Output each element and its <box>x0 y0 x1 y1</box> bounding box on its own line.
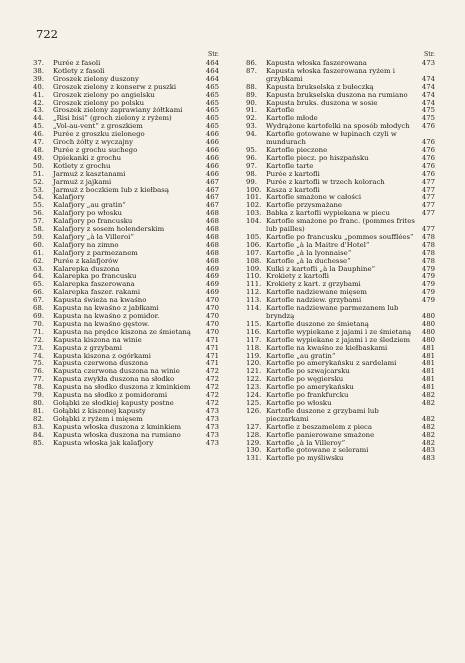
entry-number: 46. <box>33 130 44 139</box>
entry-page: 470 <box>205 319 219 328</box>
entry-number: 98. <box>246 169 257 178</box>
entry-number: 130. <box>246 446 262 455</box>
index-entry <box>246 68 435 84</box>
entry-title: Kartofle przysmażane <box>266 201 342 210</box>
entry-number: 57. <box>33 217 44 226</box>
entry-page: 468 <box>205 248 219 257</box>
entry-number: 66. <box>33 288 44 297</box>
entry-title: Groszek zielony duszony <box>53 74 139 83</box>
entry-page: 475 <box>421 114 435 123</box>
entry-page: 464 <box>205 74 219 83</box>
entry-page: 472 <box>205 398 219 407</box>
entry-page: 481 <box>421 375 435 384</box>
entry-number: 48. <box>33 145 44 154</box>
entry-number: 67. <box>33 296 44 305</box>
entry-title: Kotlety z fasoli <box>53 66 105 75</box>
entry-number: 44. <box>33 114 44 123</box>
entry-title: Kartofle piecz. po hiszpańsku <box>266 153 369 162</box>
index-entry <box>246 455 435 463</box>
entry-number: 43. <box>33 106 44 115</box>
entry-number: 41. <box>33 90 44 99</box>
entry-page: 481 <box>421 367 435 376</box>
entry-number: 89. <box>246 90 257 99</box>
entry-number: 104. <box>246 217 262 226</box>
entry-title: Kalarepka faszerowana <box>53 280 135 289</box>
entry-page: 468 <box>205 256 219 265</box>
entry-page: 480 <box>421 327 435 336</box>
entry-title: Kapusta włoska faszerowana ryżem i grzybkami <box>266 66 395 83</box>
entry-title: Kartofle po węgiersku <box>266 375 344 384</box>
entry-title: Groszek zielony zaprawiany żółtkami <box>53 106 183 115</box>
entry-title: Kapusta włoska duszona na rumiano <box>53 430 181 439</box>
entry-number: 38. <box>33 66 44 75</box>
entry-title: Kartofle smażone po franc. (pommes frites lub pailles) <box>266 217 415 234</box>
entry-title: Kulki z kartofli „à la Dauphine“ <box>266 264 376 273</box>
index-entry <box>246 131 435 147</box>
entry-page: 466 <box>205 138 219 147</box>
entry-number: 113. <box>246 296 262 305</box>
entry-number: 55. <box>33 201 44 210</box>
entry-number: 58. <box>33 225 44 234</box>
entry-page: 477 <box>421 193 435 202</box>
entry-page: 470 <box>205 312 219 320</box>
index-entry <box>246 408 435 424</box>
entry-page: 482 <box>421 398 435 407</box>
entry-title: Gołąbki z ryżem i mięsem <box>53 414 143 423</box>
entry-number: 103. <box>246 209 262 218</box>
entry-number: 118. <box>246 343 262 352</box>
entry-number: 52. <box>33 177 44 186</box>
entry-page: 472 <box>205 375 219 384</box>
entry-title: Groszek zielony po angielsku <box>53 90 155 99</box>
entry-title: Krokiety z kart. z grzybami <box>266 280 361 289</box>
entry-title: Kalafjory po francusku <box>53 217 133 226</box>
entry-number: 71. <box>33 327 44 336</box>
entry-number: 97. <box>246 161 257 170</box>
entry-number: 42. <box>33 98 44 107</box>
entry-number: 60. <box>33 240 44 249</box>
entry-page: 467 <box>205 185 219 194</box>
entry-page: 472 <box>205 383 219 392</box>
entry-number: 112. <box>246 288 262 297</box>
entry-number: 68. <box>33 304 44 313</box>
entry-title: Kalarepka faszer. rakami <box>53 288 141 297</box>
entry-number: 101. <box>246 193 262 202</box>
entry-number: 114. <box>246 304 262 313</box>
index-column-right <box>246 51 435 463</box>
entry-page: 477 <box>421 201 435 210</box>
entry-title: Kartofle duszone z grzybami lub pieczarkami <box>266 406 379 423</box>
entry-number: 84. <box>33 430 44 439</box>
entry-title: Kalafjory z parmezanem <box>53 248 138 257</box>
entry-page: 466 <box>205 153 219 162</box>
entry-page: 480 <box>421 319 435 328</box>
entry-title: Kartofle z beszamelem z pieca <box>266 422 373 431</box>
entry-title: Kapusta brukselska duszona na rumiano <box>266 90 408 99</box>
entry-page: 482 <box>421 414 435 423</box>
entry-number: 62. <box>33 256 44 265</box>
entry-title: Kartofle „à la Villeroy“ <box>266 438 346 447</box>
entry-page: 482 <box>421 430 435 439</box>
entry-page: 476 <box>421 145 435 154</box>
entry-title: Kartofle „au gratin“ <box>266 351 336 360</box>
entry-number: 115. <box>246 319 262 328</box>
entry-title: Groszek zielony z konserw z puszki <box>53 82 177 91</box>
entry-number: 39. <box>33 74 44 83</box>
entry-number: 121. <box>246 367 262 376</box>
entry-title: Gołąbki z kiszonej kapusty <box>53 406 146 415</box>
entry-number: 95. <box>246 145 257 154</box>
entry-page: 467 <box>205 201 219 210</box>
entry-page: 466 <box>205 161 219 170</box>
entry-title: Kartofle tarte <box>266 161 314 170</box>
entry-number: 72. <box>33 335 44 344</box>
entry-number: 119. <box>246 351 262 360</box>
page-column-header: Str. <box>208 51 219 58</box>
entry-page: 477 <box>421 225 435 234</box>
entry-page: 465 <box>205 122 219 131</box>
entry-page: 469 <box>205 280 219 289</box>
entry-title: Kapusta na prędce kiszona ze śmietaną <box>53 327 191 336</box>
entry-number: 82. <box>33 414 44 423</box>
entry-number: 75. <box>33 359 44 368</box>
entry-number: 73. <box>33 343 44 352</box>
entry-title: Purée z kartofli w trzech kolorach <box>266 177 385 186</box>
entry-title: Kartofle <box>266 106 295 115</box>
entry-title: Kalafjory z sosem holenderskim <box>53 225 165 234</box>
entry-page: 473 <box>205 422 219 431</box>
entry-page: 474 <box>421 98 435 107</box>
entry-number: 94. <box>246 130 257 139</box>
entry-number: 83. <box>33 422 44 431</box>
entry-title: Kasza z kartofli <box>266 185 320 194</box>
entry-number: 96. <box>246 153 257 162</box>
entry-page: 474 <box>421 90 435 99</box>
entry-page: 473 <box>421 59 435 67</box>
entry-number: 81. <box>33 406 44 415</box>
entry-number: 63. <box>33 264 44 273</box>
entry-title: Gołąbki ze słodkiej kapusty postne <box>53 398 174 407</box>
entry-title: Kartofle po myśliwsku <box>266 454 344 463</box>
entry-number: 79. <box>33 391 44 400</box>
entry-number: 124. <box>246 391 262 400</box>
entry-title: Babka z kartofli wypiekana w piecu <box>266 209 390 218</box>
entry-title: „Vol-au-vent“ z groszkiem <box>53 122 143 131</box>
entry-page: 471 <box>205 359 219 368</box>
entry-page: 476 <box>421 138 435 147</box>
entry-page: 470 <box>205 327 219 336</box>
entry-title: Kartofle wypiekane z jajami i ze śledziem <box>266 335 411 344</box>
entry-number: 65. <box>33 280 44 289</box>
entry-number: 99. <box>246 177 257 186</box>
entry-title: Jarmuż z boczkiem lub z kiełbasą <box>53 185 169 194</box>
entry-number: 117. <box>246 335 262 344</box>
entry-page: 469 <box>205 272 219 281</box>
entry-title: Opiekanki z grochu <box>53 153 122 162</box>
entry-title: Kartofle po frankfurcku <box>266 391 349 400</box>
entry-number: 109. <box>246 264 262 273</box>
entry-title: Kalafjory po włosku <box>53 209 122 218</box>
entry-title: Kartofle nadziewane parmezanem lub bryndzą <box>266 304 399 320</box>
entry-page: 468 <box>205 217 219 226</box>
entry-title: Kartofle gotowane w łupinach czyli w mundurach <box>266 130 397 147</box>
entry-page: 478 <box>421 240 435 249</box>
index-list-left <box>33 60 219 447</box>
entry-number: 54. <box>33 193 44 202</box>
entry-page: 468 <box>205 232 219 241</box>
entry-title: Kapusta na kwaśno z jabłkami <box>53 304 159 313</box>
entry-number: 45. <box>33 122 44 131</box>
entry-title: Kalafjory „à la Villeroi“ <box>53 232 134 241</box>
entry-title: Wydrążone kartofelki na sposób młodych <box>266 122 410 131</box>
entry-page: 481 <box>421 351 435 360</box>
entry-page: 465 <box>205 114 219 123</box>
entry-title: Kartofle na kwaśno ze kiełbaskami <box>266 343 388 352</box>
entry-title: Kapusta włoska faszerowana <box>266 59 367 67</box>
entry-number: 122. <box>246 375 262 384</box>
entry-page: 476 <box>421 169 435 178</box>
entry-number: 53. <box>33 185 44 194</box>
entry-page: 468 <box>205 240 219 249</box>
entry-page: 472 <box>205 367 219 376</box>
entry-title: Kartofle nadziew. grzybami <box>266 296 362 305</box>
entry-number: 64. <box>33 272 44 281</box>
entry-number: 88. <box>246 82 257 91</box>
entry-number: 78. <box>33 383 44 392</box>
entry-title: Purée z fasoli <box>53 59 101 67</box>
entry-title: Kapusta świeża na kwaśno <box>53 296 147 305</box>
entry-page: 474 <box>421 74 435 83</box>
entry-number: 131. <box>246 454 262 463</box>
entry-page: 479 <box>421 288 435 297</box>
entry-title: Kotlety z grochu <box>53 161 111 170</box>
entry-page: 479 <box>421 280 435 289</box>
entry-title: Purée z kalafjorów <box>53 256 119 265</box>
entry-page: 464 <box>205 59 219 67</box>
entry-number: 74. <box>33 351 44 360</box>
entry-title: Kalafjory „au gratin“ <box>53 201 126 210</box>
entry-title: Kartofle smażone w całości <box>266 193 362 202</box>
entry-page: 470 <box>205 296 219 305</box>
entry-number: 105. <box>246 232 262 241</box>
entry-number: 91. <box>246 106 257 115</box>
entry-page: 480 <box>421 312 435 320</box>
entry-page: 477 <box>421 209 435 218</box>
entry-page: 478 <box>421 256 435 265</box>
entry-page: 472 <box>205 391 219 400</box>
entry-page: 477 <box>421 177 435 186</box>
entry-page: 473 <box>205 406 219 415</box>
entry-page: 479 <box>421 264 435 273</box>
entry-number: 87. <box>246 66 257 75</box>
entry-page: 473 <box>205 430 219 439</box>
entry-page: 475 <box>421 106 435 115</box>
entry-title: Purée z grochu suchego <box>53 145 138 154</box>
entry-number: 92. <box>246 114 257 123</box>
entry-title: Kartofle po amerykańsku <box>266 383 354 392</box>
entry-page: 468 <box>205 225 219 234</box>
entry-page: 464 <box>205 66 219 75</box>
entry-page: 471 <box>205 343 219 352</box>
entry-number: 111. <box>246 280 262 289</box>
entry-number: 85. <box>33 438 44 447</box>
entry-page: 466 <box>205 169 219 178</box>
entry-number: 102. <box>246 201 262 210</box>
entry-title: Kapusta zwykła duszona na słodko <box>53 375 175 384</box>
entry-page: 478 <box>421 248 435 257</box>
entry-page: 469 <box>205 288 219 297</box>
entry-page: 476 <box>421 161 435 170</box>
entry-page: 481 <box>421 343 435 352</box>
entry-title: Kapusta czerwona duszona <box>53 359 149 368</box>
entry-title: Kapusta na słodko duszona z kminkiem <box>53 383 191 392</box>
entry-title: Kapusta kiszona z ogórkami <box>53 351 151 360</box>
entry-title: Kalafjory na zimno <box>53 240 119 249</box>
entry-page: 477 <box>421 185 435 194</box>
entry-number: 116. <box>246 327 262 336</box>
entry-number: 69. <box>33 312 44 320</box>
entry-title: Kapusta włoska jak kalafjory <box>53 438 154 447</box>
page-number: 722 <box>36 27 58 41</box>
entry-title: Kalarepka po francusku <box>53 272 137 281</box>
entry-page: 471 <box>205 351 219 360</box>
entry-title: Kapusta bruks. duszona w sosie <box>266 98 378 107</box>
entry-title: Kartofle „à la duchesse“ <box>266 256 351 265</box>
entry-number: 90. <box>246 98 257 107</box>
entry-page: 471 <box>205 335 219 344</box>
index-entry <box>246 305 435 321</box>
entry-page: 469 <box>205 264 219 273</box>
entry-page: 482 <box>421 391 435 400</box>
entry-page: 479 <box>421 296 435 305</box>
entry-page: 473 <box>205 438 219 447</box>
index-entry <box>246 218 435 234</box>
entry-page: 478 <box>421 232 435 241</box>
entry-title: Kartofle duszone ze śmietaną <box>266 319 369 328</box>
entry-page: 481 <box>421 383 435 392</box>
entry-number: 49. <box>33 153 44 162</box>
entry-page: 482 <box>421 422 435 431</box>
entry-title: Kalarepka duszona <box>53 264 120 273</box>
entry-title: Kapusta czerwona duszona na winie <box>53 367 180 376</box>
entry-number: 120. <box>246 359 262 368</box>
entry-number: 127. <box>246 422 262 431</box>
entry-page: 480 <box>421 335 435 344</box>
entry-number: 110. <box>246 272 262 281</box>
entry-title: Kartofle „à la lyonnaise“ <box>266 248 352 257</box>
entry-page: 482 <box>421 438 435 447</box>
entry-number: 108. <box>246 256 262 265</box>
entry-page: 465 <box>205 106 219 115</box>
entry-number: 86. <box>246 59 257 67</box>
index-column-left <box>33 51 219 447</box>
entry-number: 70. <box>33 319 44 328</box>
entry-title: Kartofle po włosku <box>266 398 332 407</box>
entry-title: Kartofle wypiekane z jajami i ze śmietaną <box>266 327 412 336</box>
entry-number: 51. <box>33 169 44 178</box>
entry-number: 100. <box>246 185 262 194</box>
entry-title: Kapusta brukselska z bułeczką <box>266 82 374 91</box>
entry-page: 468 <box>205 209 219 218</box>
entry-title: Jarmuż z jajkami <box>53 177 112 186</box>
entry-number: 61. <box>33 248 44 257</box>
entry-number: 40. <box>33 82 44 91</box>
entry-number: 126. <box>246 406 262 415</box>
index-list-right <box>246 60 435 463</box>
entry-title: Kartofle panierowane smażone <box>266 430 375 439</box>
entry-number: 47. <box>33 138 44 147</box>
entry-number: 56. <box>33 209 44 218</box>
entry-title: Kapusta na kwaśno z pomidor. <box>53 312 160 320</box>
entry-page: 476 <box>421 122 435 131</box>
entry-page: 470 <box>205 304 219 313</box>
entry-title: Kartofle nadziewane mięsem <box>266 288 367 297</box>
entry-title: Kapusta na słodko z pomidorami <box>53 391 168 400</box>
entry-title: Krokiety z kartofli <box>266 272 330 281</box>
entry-title: Kapusta z grzybami <box>53 343 123 352</box>
entry-page: 481 <box>421 359 435 368</box>
entry-title: Kapusta włoska duszona z kminkiem <box>53 422 182 431</box>
entry-title: Kartofle po amerykańsku z sardelami <box>266 359 397 368</box>
entry-title: Kapusta kiszona na winie <box>53 335 142 344</box>
entry-page: 466 <box>205 145 219 154</box>
entry-title: Purée z kartofli <box>266 169 320 178</box>
entry-page: 465 <box>205 98 219 107</box>
entry-title: „Risi bisi“ (groch zielony z ryżem) <box>53 114 172 123</box>
entry-title: Kartofle gotowane z selerami <box>266 446 369 455</box>
entry-number: 76. <box>33 367 44 376</box>
entry-page: 467 <box>205 193 219 202</box>
entry-page: 474 <box>421 82 435 91</box>
entry-number: 93. <box>246 122 257 131</box>
entry-number: 107. <box>246 248 262 257</box>
entry-title: Purée z groszku zielonego <box>53 130 145 139</box>
entry-number: 77. <box>33 375 44 384</box>
entry-title: Kartofle młode <box>266 114 318 123</box>
entry-page: 473 <box>205 414 219 423</box>
entry-number: 50. <box>33 161 44 170</box>
entry-number: 128. <box>246 430 262 439</box>
entry-title: Kartofle pieczone <box>266 145 328 154</box>
entry-page: 479 <box>421 272 435 281</box>
entry-title: Kartofle po szwajcarsku <box>266 367 350 376</box>
page-column-header: Str. <box>424 51 435 58</box>
entry-title: Kartofle po francusku „pommes soufflées“ <box>266 232 414 241</box>
entry-number: 125. <box>246 398 262 407</box>
entry-page: 476 <box>421 153 435 162</box>
entry-title: Jarmuż z kasztanami <box>53 169 126 178</box>
entry-title: Kartofle „à la Maitre d'Hotel“ <box>266 240 370 249</box>
index-entry <box>33 440 219 448</box>
entry-page: 465 <box>205 90 219 99</box>
entry-title: Groszek zielony po polsku <box>53 98 145 107</box>
entry-page: 483 <box>421 454 435 463</box>
entry-number: 80. <box>33 398 44 407</box>
entry-number: 37. <box>33 59 44 67</box>
entry-title: Groch żółty z wyczajny <box>53 138 133 147</box>
entry-page: 466 <box>205 130 219 139</box>
entry-page: 467 <box>205 177 219 186</box>
entry-title: Kalafjory <box>53 193 85 202</box>
entry-title: Kapusta na kwaśno gęstow. <box>53 319 150 328</box>
entry-number: 123. <box>246 383 262 392</box>
entry-number: 106. <box>246 240 262 249</box>
entry-page: 465 <box>205 82 219 91</box>
entry-number: 129. <box>246 438 262 447</box>
entry-number: 59. <box>33 232 44 241</box>
entry-page: 483 <box>421 446 435 455</box>
